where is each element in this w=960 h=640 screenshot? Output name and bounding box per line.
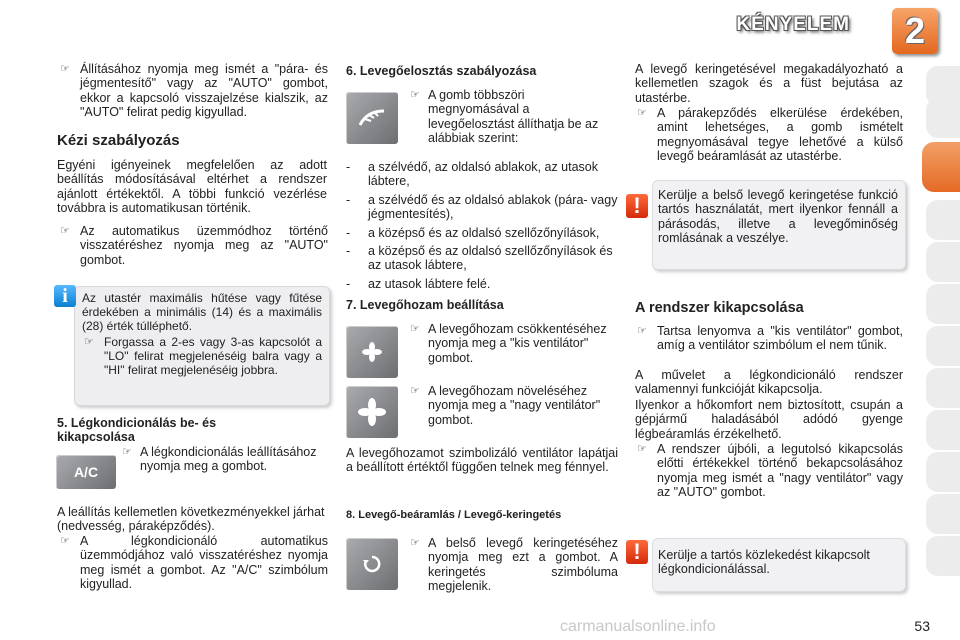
manual-para: Egyéni igényeinek megfelelően az adott beállítás módosításával eltérhet a rendszer ajánlott értékektől. A többi funkció vezérlése továbbra is automatikusan történik. <box>57 158 327 216</box>
chapter-number: 2 <box>892 8 938 54</box>
off-para1: A művelet a légkondicionáló rendszer valamennyi funkcióját kikapcsolja. <box>635 368 903 397</box>
flow-para: A levegőhozamot szimbolizáló ventilátor lapátjai a beállított értéktől függően telnek meg fénnyel. <box>346 446 618 475</box>
dash-item: - a középső és az oldalsó szellőzőnyílások, <box>346 225 600 240</box>
bullet-icon: ☞ <box>122 446 132 458</box>
side-tab-6[interactable] <box>926 326 960 366</box>
off-heading: A rendszer kikapcsolása <box>635 300 804 316</box>
col3-para1: A levegő keringetésével megakadályozható a kellemetlen szagok és a füst bejutása az utastérbe. <box>635 62 903 105</box>
warning-icon: ! <box>626 194 648 218</box>
side-tab-3[interactable] <box>926 200 960 240</box>
info-item: ☞ Forgassa a 2-es vagy 3-as kapcsolót a "LO" felirat megjelenéséig balra vagy a "HI" felirat megjelenéséig jobbra. <box>84 335 322 377</box>
bullet-icon: ☞ <box>60 535 70 547</box>
ac-heading: 5. Légkondicionálás be- és kikapcsolása <box>57 416 217 444</box>
side-tab-10[interactable] <box>926 494 960 534</box>
bullet-icon: ☞ <box>637 325 647 337</box>
bullet-icon: ☞ <box>637 107 647 119</box>
bullet-icon: ☞ <box>60 63 70 75</box>
manual-heading: Kézi szabályozás <box>57 132 180 149</box>
flow-item2: ☞ A levegőhozam növeléséhez nyomja meg a "nagy ventilátor" gombot. <box>410 384 601 427</box>
intro-item: ☞ Állításához nyomja meg ismét a "pára- és jégmentesítő" vagy az "AUTO" gombot, ekkor a kapcsoló visszajelzése kialszik, az "AUTO" felirat pedig kigyullad. <box>60 62 328 120</box>
dash-item: - a szélvédő és az oldalsó ablakok (pára- vagy jégmentesítés), <box>346 192 618 222</box>
side-tab-2[interactable] <box>926 98 960 138</box>
warning-text-1: Kerülje a belső levegő keringetése funkció tartós használatát, mert ilyenkor fennáll a párásodás, illetve a levegőminőség romlásának a veszélye. <box>658 188 898 246</box>
dash-list <box>346 160 618 291</box>
ac-item2: ☞ A légkondicionáló automatikus üzemmódjához való visszatéréshez nyomja meg ismét a gombot. Az "A/C" szimbólum kigyullad. <box>60 534 328 592</box>
warning-text-2: Kerülje a tartós közlekedést kikapcsolt légkondicionálással. <box>658 548 870 577</box>
side-tab-11[interactable] <box>926 536 960 576</box>
side-tab-9[interactable] <box>926 452 960 492</box>
air-heading: 6. Levegőelosztás szabályozása <box>346 64 537 78</box>
side-tab-5[interactable] <box>926 284 960 324</box>
info-icon: i <box>54 285 76 307</box>
dash-item: - az utasok lábtere felé. <box>346 276 491 291</box>
bullet-icon: ☞ <box>410 537 420 549</box>
bullet-icon: ☞ <box>60 225 70 237</box>
info-text: Az utastér maximális hűtése vagy fűtése érdekében a minimális (14) és a maximális (28) érték túlléphető. <box>82 291 322 333</box>
bullet-icon: ☞ <box>410 323 420 335</box>
recirc-heading: 8. Levegő-beáramlás / Levegő-keringetés <box>346 509 562 521</box>
bullet-icon: ☞ <box>410 89 420 101</box>
air-item: ☞ A gomb többszöri megnyomásával a levegőelosztást állíthatja be az alábbiak szerint: <box>410 88 599 146</box>
off-para2: Ilyenkor a hőkomfort nem biztosított, csupán a gépjármű haladásából adódó gyenge légbeáramlás érzékelhető. <box>635 398 903 441</box>
bullet-icon: ☞ <box>410 385 420 397</box>
big-fan-button-image <box>346 386 398 438</box>
col3-item1: ☞ A párakepződés elkerülése érdekében, amint lehetséges, a gomb ismételt megnyomásával tegye lehetővé a külső levegő beáramlását az utastérbe. <box>637 106 903 164</box>
air-distribution-button-image <box>346 92 398 144</box>
small-fan-button-image <box>346 326 398 378</box>
side-tab-4[interactable] <box>926 242 960 282</box>
side-tab-active[interactable] <box>922 142 960 192</box>
ac-item: ☞ A légkondicionálás leállításához nyomja meg a gombot. <box>122 445 317 474</box>
air-distribution-icon <box>357 107 387 129</box>
off-item2: ☞ A rendszer újbóli, a legutolsó kikapcsolás előtti értékekkel történő bekapcsolásához nyomja meg ismét a "nagy ventilátor" vagy az "AUTO" gombot. <box>637 442 903 500</box>
side-tab-8[interactable] <box>926 410 960 450</box>
flow-item1: ☞ A levegőhozam csökkentéséhez nyomja meg a "kis ventilátor" gombot. <box>410 322 607 365</box>
off-item: ☞ Tartsa lenyomva a "kis ventilátor" gombot, amíg a ventilátor szimbólum el nem tűnik. <box>637 324 903 353</box>
warning-icon: ! <box>626 540 648 564</box>
ac-button-image: A/C <box>56 455 116 489</box>
bullet-icon: ☞ <box>637 443 647 455</box>
page-number: 53 <box>914 618 930 634</box>
recirc-item: ☞ A belső levegő keringetéséhez nyomja meg ezt a gombot. A keringetés szimbóluma megjelenik. <box>410 536 618 594</box>
watermark: carmanualsonline.info <box>560 618 716 635</box>
dash-item: - a középső és az oldalsó szellőzőnyílások és az utasok lábtere, <box>346 244 613 273</box>
chapter-title: KÉNYELEM <box>736 14 850 35</box>
flow-heading: 7. Levegőhozam beállítása <box>346 298 504 312</box>
ac-para: A leállítás kellemetlen következményekkel járhat (nedvesség, páraképződés). <box>57 505 325 534</box>
big-fan-icon <box>357 397 387 427</box>
bullet-icon: ☞ <box>84 336 94 348</box>
dash-item: - a szélvédő, az oldalsó ablakok, az utasok lábtere, <box>346 160 598 189</box>
recirculation-button-image <box>346 538 398 590</box>
recirculation-icon <box>362 554 382 574</box>
small-fan-icon <box>361 341 383 363</box>
manual-item: ☞ Az automatikus üzemmódhoz történő visszatéréshez nyomja meg az "AUTO" gombot. <box>60 224 328 267</box>
side-tab-7[interactable] <box>926 368 960 408</box>
